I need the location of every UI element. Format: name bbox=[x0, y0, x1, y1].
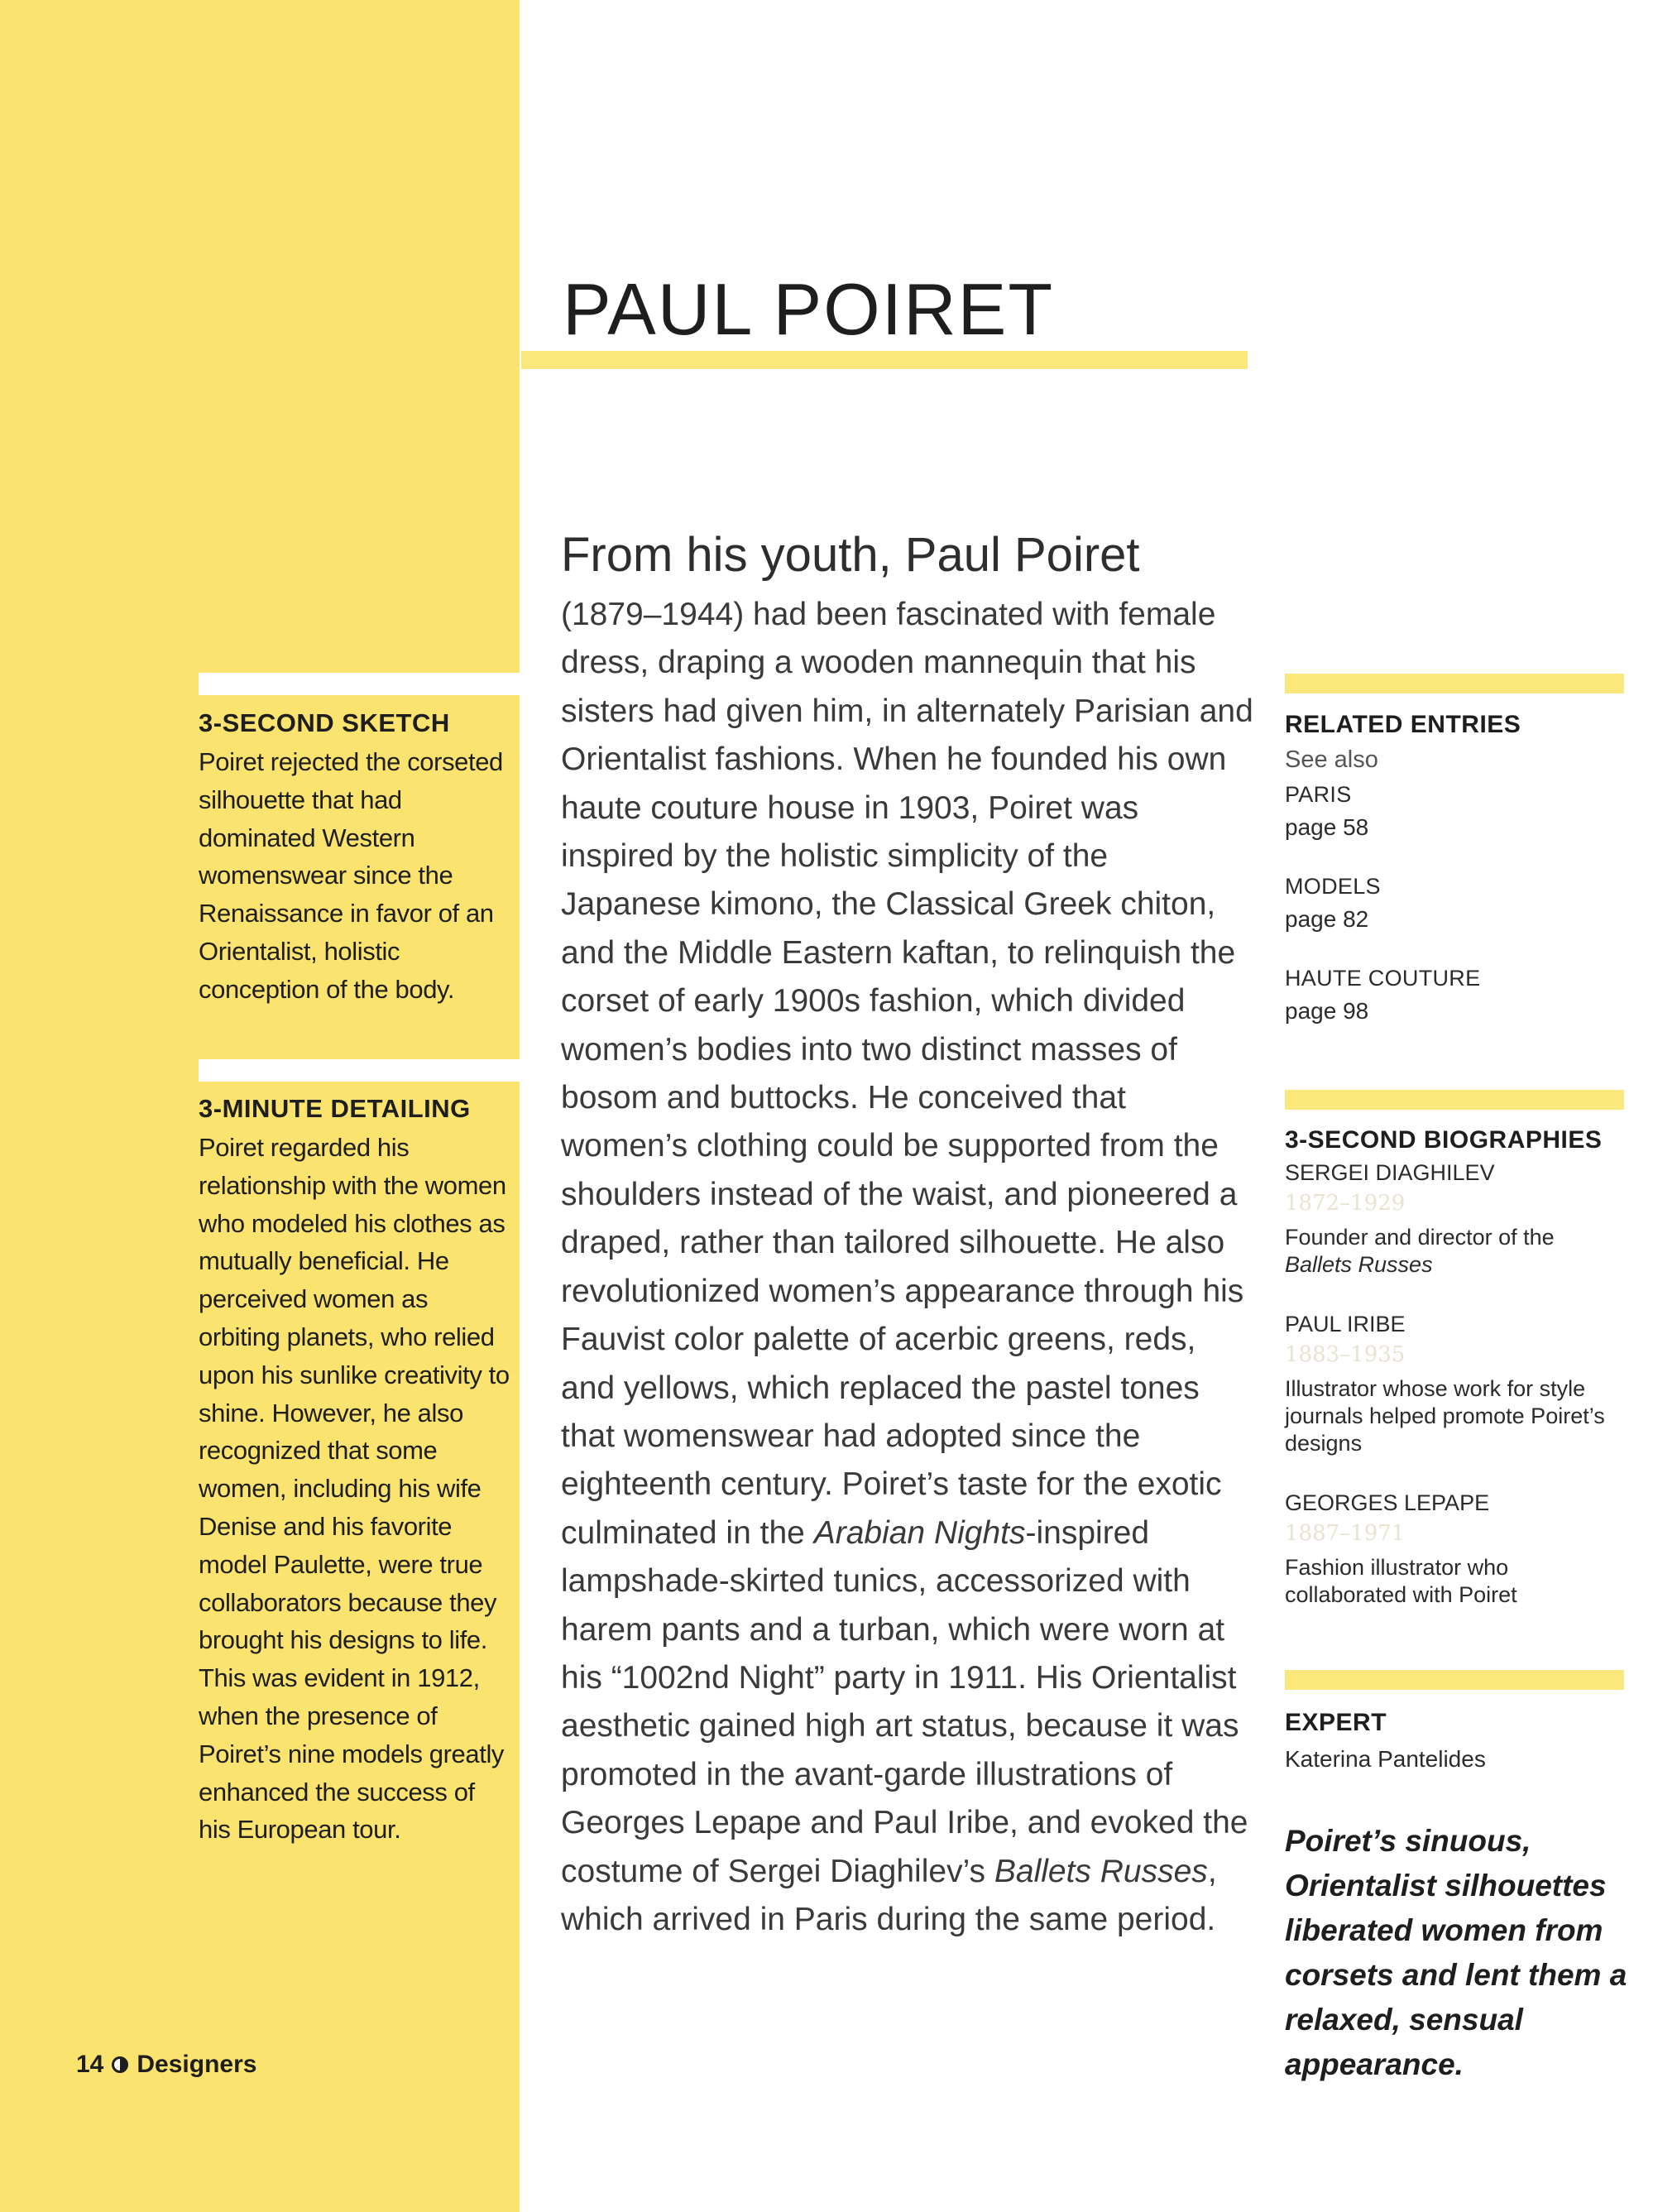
biography-diaghilev bbox=[1285, 1160, 1632, 1279]
see-also-label: See also bbox=[1285, 746, 1378, 773]
half-circle-icon bbox=[112, 2056, 128, 2073]
related-entry-models[interactable] bbox=[1285, 874, 1632, 933]
biography-description-text: Founder and director of the bbox=[1285, 1225, 1555, 1250]
lead-text: From his youth, Paul Poiret bbox=[561, 528, 1140, 582]
biography-name: GEORGES LEPAPE bbox=[1285, 1490, 1490, 1515]
expert-name: Katerina Pantelides bbox=[1285, 1746, 1486, 1772]
detailing-text: Poiret regarded his relationship with the women who modeled his clothes as mutually beneficial. He perceived women as orbiting planets, who relied upon his sunlike creativity to shine. However, he also recognized that some women, including his wife Denise and his favorite model Paulette, were true collaborators because they brought his designs to life. This was evident in 1912, when the presence of Poiret’s nine models greatly enhanced the success of his European tour. bbox=[199, 1133, 510, 1845]
body-italic-1: Arabian Nights bbox=[813, 1514, 1026, 1551]
related-entry-page: page 82 bbox=[1285, 906, 1369, 932]
detailing-divider bbox=[199, 1059, 520, 1082]
related-entry-name: HAUTE COUTURE bbox=[1285, 966, 1481, 991]
expert-heading: EXPERT bbox=[1285, 1709, 1387, 1736]
biography-years: 1883–1935 bbox=[1285, 1342, 1406, 1367]
main-article bbox=[561, 528, 1256, 1944]
related-entry-haute-couture[interactable] bbox=[1285, 966, 1632, 1024]
related-entries bbox=[1285, 710, 1632, 1024]
expert-divider bbox=[1285, 1670, 1624, 1690]
related-divider bbox=[1285, 674, 1624, 693]
biography-years: 1887–1971 bbox=[1285, 1521, 1406, 1546]
biography-description: Fashion illustrator who collaborated with Poiret bbox=[1285, 1555, 1517, 1607]
related-entry-page: page 98 bbox=[1285, 998, 1369, 1024]
title-underline bbox=[521, 351, 1248, 369]
sketch-divider bbox=[199, 673, 520, 695]
biographies-heading: 3-SECOND BIOGRAPHIES bbox=[1285, 1126, 1603, 1154]
article-body bbox=[561, 591, 1256, 1944]
sketch-text: Poiret rejected the corseted silhouette that had dominated Western womenswear since the Renaissance in favor of an Orientalist, holistic conception of the body. bbox=[199, 747, 503, 1004]
page-footer bbox=[76, 2051, 256, 2079]
pull-quote: Poiret’s sinuous, Orientalist silhouettes liberated women from corsets and lent them a relaxed, sensual appearance. bbox=[1285, 1824, 1627, 2081]
biography-name: SERGEI DIAGHILEV bbox=[1285, 1160, 1495, 1185]
page-number: 14 bbox=[76, 2051, 104, 2078]
related-entry-name: MODELS bbox=[1285, 874, 1381, 899]
detailing-block bbox=[199, 1094, 513, 1849]
biographies bbox=[1285, 1125, 1632, 1609]
related-entry-name: PARIS bbox=[1285, 782, 1352, 807]
biography-description-italic: Ballets Russes bbox=[1285, 1252, 1433, 1277]
biography-years: 1872–1929 bbox=[1285, 1191, 1406, 1216]
biography-iribe bbox=[1285, 1312, 1632, 1457]
sketch-heading: 3-SECOND SKETCH bbox=[199, 708, 450, 737]
expert bbox=[1285, 1708, 1632, 1773]
body-part-3: , which arrived in Paris during the same period. bbox=[561, 1853, 1217, 1937]
body-part-1: (1879–1944) had been fascinated with female dress, draping a wooden mannequin that his sisters had given him, in alternately Parisian and Orientalist fashions. When he founded his own haute couture house in 1903, Poiret was inspired by the holistic simplicity of the Japanese kimono, the Classical Greek chiton, and the Middle Eastern kaftan, to relinquish the corset of early 1900s fashion, which divided women’s bodies into two distinct masses of bosom and buttocks. He conceived that women’s clothing could be supported from the shoulders instead of the waist, and pioneered a draped, rather than tailored silhouette. He also revolutionized women’s appearance through his Fauvist color palette of acerbic greens, reds, and yellows, which replaced the pastel tones that womenswear had adopted since the eighteenth century. Poiret’s taste for the exotic culminated in the bbox=[561, 597, 1253, 1551]
biographies-divider bbox=[1285, 1090, 1624, 1110]
biography-description bbox=[1285, 1224, 1632, 1279]
biography-lepape bbox=[1285, 1490, 1632, 1609]
related-heading: RELATED ENTRIES bbox=[1285, 711, 1521, 738]
related-entry-paris[interactable] bbox=[1285, 782, 1632, 841]
page-title: PAUL POIRET bbox=[563, 268, 1055, 350]
related-entry-page: page 58 bbox=[1285, 814, 1369, 840]
body-part-2: -inspired lampshade-skirted tunics, accessorized with harem pants and a turban, which were worn at his “1002nd Night” party in 1911. His Orientalist aesthetic gained high art status, because it was promoted in the avant-garde illustrations of Georges Lepape and Paul Iribe, and evoked the costume of Sergei Diaghilev’s bbox=[561, 1514, 1248, 1889]
detailing-heading: 3-MINUTE DETAILING bbox=[199, 1094, 471, 1123]
sketch-block bbox=[199, 708, 513, 1009]
section-name: Designers bbox=[137, 2051, 257, 2078]
biography-name: PAUL IRIBE bbox=[1285, 1312, 1406, 1336]
body-italic-2: Ballets Russes bbox=[994, 1853, 1208, 1889]
biography-description: Illustrator whose work for style journals helped promote Poiret’s designs bbox=[1285, 1376, 1605, 1456]
